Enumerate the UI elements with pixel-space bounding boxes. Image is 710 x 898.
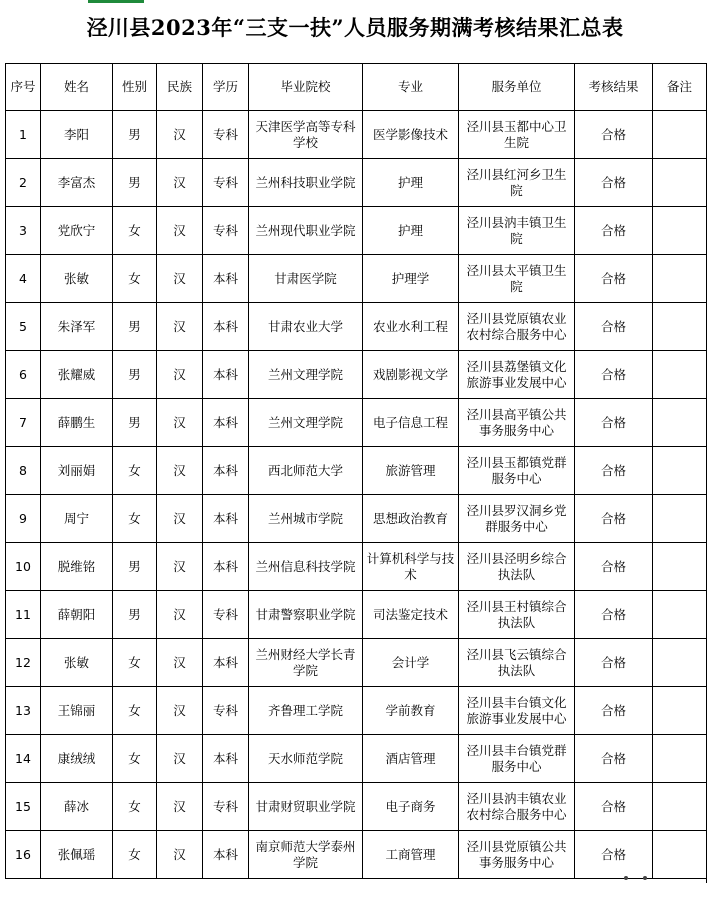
cell-major: 旅游管理 bbox=[363, 447, 459, 495]
cell-result: 合格 bbox=[575, 159, 653, 207]
cell-number: 8 bbox=[6, 447, 41, 495]
cell-education: 本科 bbox=[203, 255, 249, 303]
cell-education: 专科 bbox=[203, 159, 249, 207]
cell-gender: 女 bbox=[113, 687, 157, 735]
cell-education: 本科 bbox=[203, 735, 249, 783]
cell-result: 合格 bbox=[575, 447, 653, 495]
cell-remarks bbox=[653, 735, 707, 783]
cell-remarks bbox=[653, 255, 707, 303]
cell-result: 合格 bbox=[575, 591, 653, 639]
cell-number: 15 bbox=[6, 783, 41, 831]
cell-remarks bbox=[653, 207, 707, 255]
cell-school: 甘肃农业大学 bbox=[249, 303, 363, 351]
cell-major: 会计学 bbox=[363, 639, 459, 687]
cell-number: 14 bbox=[6, 735, 41, 783]
cell-unit: 泾川县王村镇综合执法队 bbox=[459, 591, 575, 639]
cell-name: 脱维铭 bbox=[41, 543, 113, 591]
col-header-remarks: 备注 bbox=[653, 64, 707, 111]
cell-ethnicity: 汉 bbox=[157, 639, 203, 687]
cell-unit: 泾川县飞云镇综合执法队 bbox=[459, 639, 575, 687]
cell-result: 合格 bbox=[575, 111, 653, 159]
cell-school: 甘肃医学院 bbox=[249, 255, 363, 303]
cell-remarks bbox=[653, 303, 707, 351]
cell-result: 合格 bbox=[575, 207, 653, 255]
cell-ethnicity: 汉 bbox=[157, 255, 203, 303]
cell-major: 农业水利工程 bbox=[363, 303, 459, 351]
page-marker-dot bbox=[643, 876, 647, 880]
cell-school: 兰州财经大学长青学院 bbox=[249, 639, 363, 687]
cell-name: 朱泽军 bbox=[41, 303, 113, 351]
cell-result: 合格 bbox=[575, 399, 653, 447]
cell-ethnicity: 汉 bbox=[157, 399, 203, 447]
table-row bbox=[6, 591, 707, 639]
cell-remarks bbox=[653, 495, 707, 543]
cell-number: 1 bbox=[6, 111, 41, 159]
cell-unit: 泾川县高平镇公共事务服务中心 bbox=[459, 399, 575, 447]
results-table bbox=[5, 63, 707, 879]
cell-school: 兰州现代职业学院 bbox=[249, 207, 363, 255]
cell-school: 兰州城市学院 bbox=[249, 495, 363, 543]
table-row bbox=[6, 447, 707, 495]
cell-remarks bbox=[653, 687, 707, 735]
cell-ethnicity: 汉 bbox=[157, 783, 203, 831]
cell-education: 本科 bbox=[203, 543, 249, 591]
cell-remarks bbox=[653, 639, 707, 687]
table-row bbox=[6, 303, 707, 351]
cell-ethnicity: 汉 bbox=[157, 687, 203, 735]
table-row bbox=[6, 399, 707, 447]
cell-gender: 男 bbox=[113, 111, 157, 159]
cell-unit: 泾川县玉都镇党群服务中心 bbox=[459, 447, 575, 495]
cell-gender: 女 bbox=[113, 639, 157, 687]
cell-school: 天津医学高等专科学校 bbox=[249, 111, 363, 159]
cell-unit: 泾川县汭丰镇卫生院 bbox=[459, 207, 575, 255]
cell-gender: 男 bbox=[113, 351, 157, 399]
cell-unit: 泾川县党原镇农业农村综合服务中心 bbox=[459, 303, 575, 351]
sheet-tab-indicator bbox=[88, 0, 144, 3]
cell-unit: 泾川县汭丰镇农业农村综合服务中心 bbox=[459, 783, 575, 831]
cell-number: 4 bbox=[6, 255, 41, 303]
cell-gender: 女 bbox=[113, 255, 157, 303]
cell-name: 刘丽娟 bbox=[41, 447, 113, 495]
cell-major: 电子商务 bbox=[363, 783, 459, 831]
cell-number: 13 bbox=[6, 687, 41, 735]
cell-education: 本科 bbox=[203, 351, 249, 399]
cell-name: 薛鹏生 bbox=[41, 399, 113, 447]
cell-ethnicity: 汉 bbox=[157, 495, 203, 543]
cell-major: 思想政治教育 bbox=[363, 495, 459, 543]
table-row bbox=[6, 159, 707, 207]
page-title: 泾川县2023年“三支一扶”人员服务期满考核结果汇总表 bbox=[86, 15, 624, 40]
cell-education: 专科 bbox=[203, 591, 249, 639]
cell-unit: 泾川县荔堡镇文化旅游事业发展中心 bbox=[459, 351, 575, 399]
cell-unit: 泾川县泾明乡综合执法队 bbox=[459, 543, 575, 591]
cell-gender: 女 bbox=[113, 831, 157, 879]
cell-gender: 男 bbox=[113, 399, 157, 447]
cell-result: 合格 bbox=[575, 303, 653, 351]
col-header-major: 专业 bbox=[363, 64, 459, 111]
cell-gender: 女 bbox=[113, 207, 157, 255]
cell-gender: 女 bbox=[113, 783, 157, 831]
table-row bbox=[6, 783, 707, 831]
table-right-edge bbox=[706, 63, 707, 883]
cell-major: 医学影像技术 bbox=[363, 111, 459, 159]
cell-major: 学前教育 bbox=[363, 687, 459, 735]
table-row bbox=[6, 255, 707, 303]
cell-unit: 泾川县丰台镇文化旅游事业发展中心 bbox=[459, 687, 575, 735]
cell-result: 合格 bbox=[575, 255, 653, 303]
cell-school: 兰州信息科技学院 bbox=[249, 543, 363, 591]
cell-major: 护理 bbox=[363, 159, 459, 207]
table-row bbox=[6, 111, 707, 159]
cell-gender: 男 bbox=[113, 591, 157, 639]
cell-education: 专科 bbox=[203, 783, 249, 831]
cell-ethnicity: 汉 bbox=[157, 447, 203, 495]
cell-result: 合格 bbox=[575, 543, 653, 591]
cell-unit: 泾川县丰台镇党群服务中心 bbox=[459, 735, 575, 783]
cell-remarks bbox=[653, 831, 707, 879]
table-row bbox=[6, 735, 707, 783]
col-header-gender: 性别 bbox=[113, 64, 157, 111]
cell-result: 合格 bbox=[575, 639, 653, 687]
cell-education: 本科 bbox=[203, 399, 249, 447]
cell-major: 司法鉴定技术 bbox=[363, 591, 459, 639]
col-header-unit: 服务单位 bbox=[459, 64, 575, 111]
cell-unit: 泾川县红河乡卫生院 bbox=[459, 159, 575, 207]
cell-ethnicity: 汉 bbox=[157, 543, 203, 591]
cell-school: 兰州科技职业学院 bbox=[249, 159, 363, 207]
cell-major: 计算机科学与技术 bbox=[363, 543, 459, 591]
table-row bbox=[6, 639, 707, 687]
cell-remarks bbox=[653, 159, 707, 207]
col-header-ethnicity: 民族 bbox=[157, 64, 203, 111]
cell-result: 合格 bbox=[575, 495, 653, 543]
cell-remarks bbox=[653, 543, 707, 591]
page-marker-dot bbox=[624, 876, 628, 880]
cell-gender: 女 bbox=[113, 447, 157, 495]
cell-school: 甘肃财贸职业学院 bbox=[249, 783, 363, 831]
cell-unit: 泾川县玉都中心卫生院 bbox=[459, 111, 575, 159]
cell-major: 戏剧影视文学 bbox=[363, 351, 459, 399]
col-header-school: 毕业院校 bbox=[249, 64, 363, 111]
cell-major: 酒店管理 bbox=[363, 735, 459, 783]
col-header-number: 序号 bbox=[6, 64, 41, 111]
cell-major: 工商管理 bbox=[363, 831, 459, 879]
table-row bbox=[6, 495, 707, 543]
cell-school: 天水师范学院 bbox=[249, 735, 363, 783]
cell-remarks bbox=[653, 591, 707, 639]
cell-school: 南京师范大学泰州学院 bbox=[249, 831, 363, 879]
cell-number: 2 bbox=[6, 159, 41, 207]
cell-name: 薛朝阳 bbox=[41, 591, 113, 639]
cell-number: 10 bbox=[6, 543, 41, 591]
cell-gender: 女 bbox=[113, 735, 157, 783]
cell-ethnicity: 汉 bbox=[157, 111, 203, 159]
cell-gender: 女 bbox=[113, 495, 157, 543]
cell-unit: 泾川县罗汉洞乡党群服务中心 bbox=[459, 495, 575, 543]
cell-result: 合格 bbox=[575, 783, 653, 831]
table-row bbox=[6, 831, 707, 879]
cell-education: 专科 bbox=[203, 207, 249, 255]
cell-number: 5 bbox=[6, 303, 41, 351]
cell-education: 本科 bbox=[203, 495, 249, 543]
cell-ethnicity: 汉 bbox=[157, 831, 203, 879]
cell-name: 康绒绒 bbox=[41, 735, 113, 783]
table-body bbox=[6, 111, 707, 879]
cell-remarks bbox=[653, 399, 707, 447]
cell-name: 王锦丽 bbox=[41, 687, 113, 735]
cell-education: 专科 bbox=[203, 111, 249, 159]
cell-education: 本科 bbox=[203, 447, 249, 495]
cell-school: 兰州文理学院 bbox=[249, 399, 363, 447]
cell-name: 张敏 bbox=[41, 639, 113, 687]
cell-number: 7 bbox=[6, 399, 41, 447]
cell-remarks bbox=[653, 111, 707, 159]
cell-number: 16 bbox=[6, 831, 41, 879]
cell-result: 合格 bbox=[575, 351, 653, 399]
cell-ethnicity: 汉 bbox=[157, 159, 203, 207]
cell-number: 3 bbox=[6, 207, 41, 255]
cell-number: 6 bbox=[6, 351, 41, 399]
cell-school: 西北师范大学 bbox=[249, 447, 363, 495]
cell-result: 合格 bbox=[575, 831, 653, 879]
cell-number: 12 bbox=[6, 639, 41, 687]
cell-major: 电子信息工程 bbox=[363, 399, 459, 447]
cell-name: 薛冰 bbox=[41, 783, 113, 831]
cell-result: 合格 bbox=[575, 687, 653, 735]
cell-school: 兰州文理学院 bbox=[249, 351, 363, 399]
cell-name: 张耀威 bbox=[41, 351, 113, 399]
cell-name: 张敏 bbox=[41, 255, 113, 303]
cell-number: 9 bbox=[6, 495, 41, 543]
cell-school: 甘肃警察职业学院 bbox=[249, 591, 363, 639]
table-header-row bbox=[6, 64, 707, 111]
cell-major: 护理 bbox=[363, 207, 459, 255]
cell-ethnicity: 汉 bbox=[157, 591, 203, 639]
cell-ethnicity: 汉 bbox=[157, 735, 203, 783]
cell-gender: 男 bbox=[113, 543, 157, 591]
cell-remarks bbox=[653, 447, 707, 495]
table-row bbox=[6, 207, 707, 255]
cell-name: 周宁 bbox=[41, 495, 113, 543]
cell-ethnicity: 汉 bbox=[157, 351, 203, 399]
cell-name: 李阳 bbox=[41, 111, 113, 159]
cell-ethnicity: 汉 bbox=[157, 303, 203, 351]
cell-ethnicity: 汉 bbox=[157, 207, 203, 255]
cell-remarks bbox=[653, 351, 707, 399]
cell-unit: 泾川县太平镇卫生院 bbox=[459, 255, 575, 303]
table-row bbox=[6, 351, 707, 399]
cell-education: 本科 bbox=[203, 303, 249, 351]
cell-name: 党欣宁 bbox=[41, 207, 113, 255]
col-header-education: 学历 bbox=[203, 64, 249, 111]
cell-name: 张佩瑶 bbox=[41, 831, 113, 879]
cell-gender: 男 bbox=[113, 303, 157, 351]
col-header-name: 姓名 bbox=[41, 64, 113, 111]
cell-education: 本科 bbox=[203, 639, 249, 687]
cell-unit: 泾川县党原镇公共事务服务中心 bbox=[459, 831, 575, 879]
cell-remarks bbox=[653, 783, 707, 831]
table-row bbox=[6, 543, 707, 591]
cell-school: 齐鲁理工学院 bbox=[249, 687, 363, 735]
cell-number: 11 bbox=[6, 591, 41, 639]
cell-name: 李富杰 bbox=[41, 159, 113, 207]
cell-gender: 男 bbox=[113, 159, 157, 207]
cell-education: 专科 bbox=[203, 687, 249, 735]
cell-result: 合格 bbox=[575, 735, 653, 783]
cell-major: 护理学 bbox=[363, 255, 459, 303]
table-row bbox=[6, 687, 707, 735]
col-header-result: 考核结果 bbox=[575, 64, 653, 111]
cell-education: 本科 bbox=[203, 831, 249, 879]
